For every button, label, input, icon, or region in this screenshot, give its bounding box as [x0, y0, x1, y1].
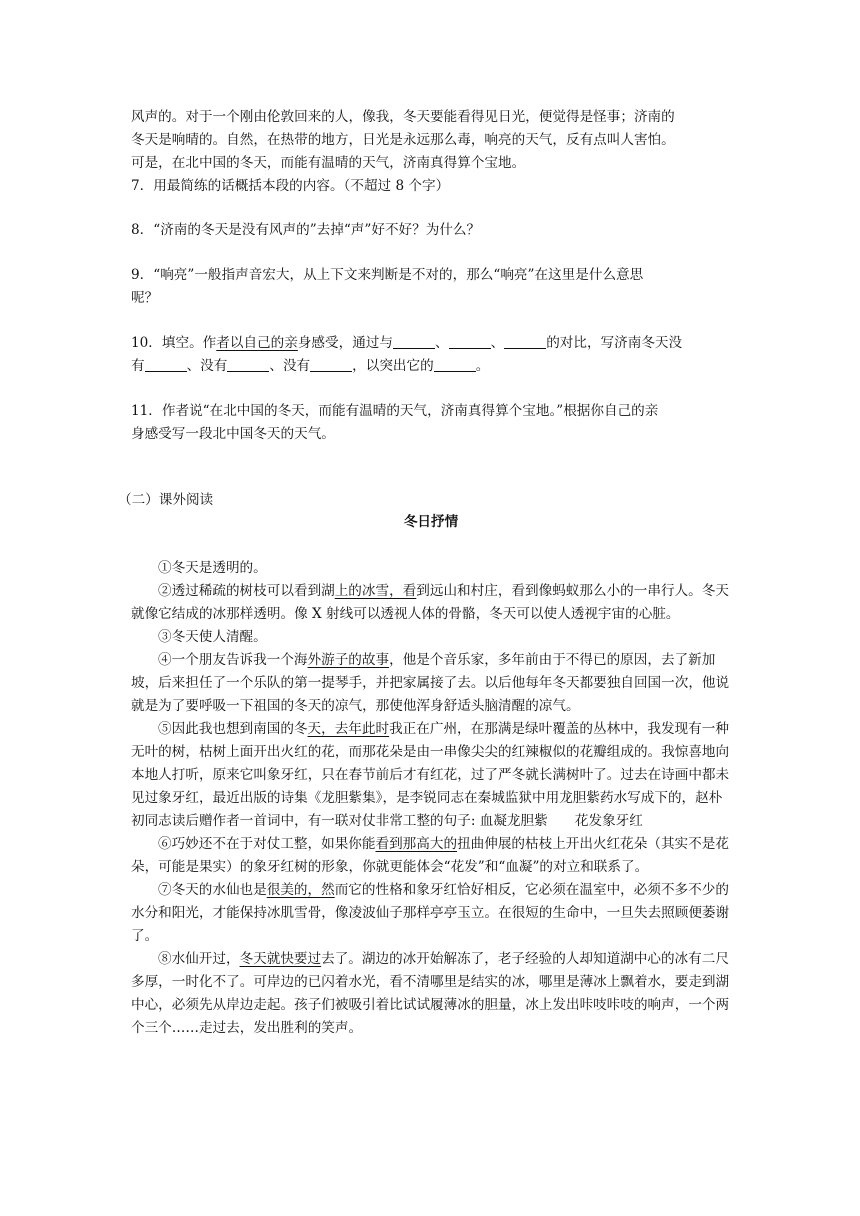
q10-underlined: 者以自己的亲 — [216, 335, 298, 351]
question-9-line2: 呢？ — [131, 290, 159, 306]
essay-paragraph-3: ③冬天使人清醒。 — [158, 629, 267, 645]
p4-text-a: ④一个朋友告诉我一个海 — [158, 652, 308, 668]
fill-blank[interactable] — [227, 357, 269, 372]
section-label-block — [118, 489, 718, 512]
essay-paragraph-1: ①冬天是透明的。 — [158, 560, 267, 576]
passage-tail — [131, 106, 731, 198]
question-11-line1: 11．作者说“在北中国的冬天，而能有温晴的天气，济南真得算个宝地。”根据你自己的亲 — [131, 403, 659, 419]
passage-line: 冬天是响晴的。自然，在热带的地方，日光是永远那么毒，响亮的天气，反有点叫人害怕。 — [131, 132, 675, 148]
q10-text-b: 身感受，通过与 — [297, 335, 393, 351]
fill-blank[interactable] — [393, 334, 435, 349]
essay-title: 冬日抒情 — [403, 514, 459, 530]
question-10-block — [131, 332, 731, 378]
p8-text-b: 去了。湖边的冰开始解冻了，老子经验的人却知道湖中心的冰有二尺多厚，一时化不了。可岸边的已闪着水光，看不清哪里是结实的冰，哪里是薄冰上飘着水，要走到湖中心，必须先从岸边走起。孩子们被吸引着比试试履薄冰的胆量，冰上发出咔吱咔吱的响声，一个两个三个……走过去，发出胜利的笑声。 — [131, 951, 730, 1036]
question-7: 7．用最简练的话概括本段的内容。（不超过 8 个字） — [131, 178, 450, 194]
q10-l2-c: 、没有 — [269, 358, 311, 374]
fill-blank[interactable] — [504, 334, 546, 349]
p6-underlined: 看到那高大的 — [375, 836, 458, 852]
fill-blank[interactable] — [310, 357, 352, 372]
essay-paragraph-6 — [131, 833, 731, 879]
question-10-line2 — [131, 355, 731, 378]
essay-paragraph-4 — [131, 649, 731, 718]
essay-body — [131, 557, 731, 1040]
essay-paragraph-7 — [131, 879, 731, 948]
q10-l2-a: 有 — [131, 358, 145, 374]
p2-text-b: 到远山和村庄，看到像蚂蚁那么小的一串行人。冬天就像它结成的冰那样透明。像 X 射线可以透视人体的骨骼，冬天可以使人透视宇宙的心脏。 — [131, 583, 729, 622]
fill-blank[interactable] — [434, 357, 476, 372]
p4-underlined: 外游子的故事 — [307, 652, 390, 668]
p7-text-a: ⑦冬天的水仙也是 — [158, 882, 267, 898]
question-8-block — [131, 219, 731, 242]
q10-text-c: 的对比，写济南冬天没 — [546, 335, 683, 351]
essay-paragraph-8 — [131, 948, 731, 1040]
question-9-block — [131, 264, 731, 310]
p6-text-b: 扭曲伸展的枯枝上开出火红花朵（其实不是花朵，可能是果实）的象牙红树的形象，你就更能体会“花发”和“血凝”的对立和联系了。 — [131, 836, 729, 875]
fill-blank[interactable] — [145, 357, 187, 372]
p2-underlined: 上的冰雪，看 — [334, 583, 417, 599]
p7-text-b: 而它的性格和象牙红恰好相反，它必须在温室中，必须不多不少的水分和阳光，才能保持冰肌雪骨，像凌波仙子那样亭亭玉立。在很短的生命中，一旦失去照顾便萎谢了。 — [131, 882, 730, 944]
question-10-line1 — [131, 332, 731, 355]
essay-paragraph-5 — [131, 718, 731, 833]
p5-text-b: 我正在广州，在那满是绿叶覆盖的丛林中，我发现有一种无叶的树，枯树上面开出火红的花，而那花朵是由一串像尖尖的红辣椒似的花瓣组成的。我惊喜地向本地人打听，原来它叫象牙红，只在春节前后才有红花，过了严冬就长满树叶了。过去在诗画中都未见过象牙红，最近出版的诗集《龙胆紫集》，是李锐同志在秦城监狱中用龙胆紫药水写成下的，赵朴初同志读后赠作者一首词中，有一联对仗非常工整的句子: 血凝龙胆紫 花发象牙红 — [131, 721, 730, 829]
p4-text-b: ，他是个音乐家，多年前由于不得已的原因，去了新加坡，后来担任了一个乐队的第一提琴手，并把家属接了去。以后他每年冬天都要独自回国一次，他说就是为了要呼吸一下祖国的冬天的凉气，那使他浑身舒适头脑清醒的凉气。 — [131, 652, 730, 714]
p5-underlined: 天，去年此时 — [307, 721, 390, 737]
p8-text-a: ⑧水仙开过， — [158, 951, 240, 967]
p7-underlined: 很美的，然 — [266, 882, 335, 898]
q10-sep: 、 — [490, 335, 505, 351]
q10-text-a: 10．填空。作 — [131, 335, 217, 351]
essay-paragraph-2 — [131, 580, 731, 626]
question-11-block — [131, 400, 731, 446]
q10-sep: 、 — [435, 335, 449, 351]
fill-blank[interactable] — [449, 334, 491, 349]
passage-line: 可是，在北中国的冬天，而能有温晴的天气，济南真得算个宝地。 — [131, 155, 526, 171]
q10-l2-d: ，以突出它的 — [352, 358, 434, 374]
passage-line: 风声的。对于一个刚由伦敦回来的人，像我，冬天要能看得见日光，便觉得是怪事；济南的 — [131, 109, 675, 125]
question-9-line1: 9．“响亮”一般指声音宏大，从上下文来判断是不对的，那么“响亮”在这里是什么意思 — [131, 267, 644, 283]
q10-l2-b: 、没有 — [186, 358, 228, 374]
p8-underlined: 冬天就快要过 — [239, 951, 322, 967]
p5-text-a: ⑤因此我也想到南国的冬 — [158, 721, 308, 737]
p2-text-a: ②透过稀疏的树枝可以看到湖 — [158, 583, 335, 599]
section-label: （二）课外阅读 — [118, 492, 214, 508]
question-11-line2: 身感受写一段北中国冬天的天气。 — [131, 426, 335, 442]
question-8: 8．“济南的冬天是没有风声的”去掉“声”好不好？为什么？ — [131, 222, 481, 238]
p6-text-a: ⑥巧妙还不在于对仗工整，如果你能 — [158, 836, 376, 852]
q10-l2-e: 。 — [475, 358, 490, 374]
